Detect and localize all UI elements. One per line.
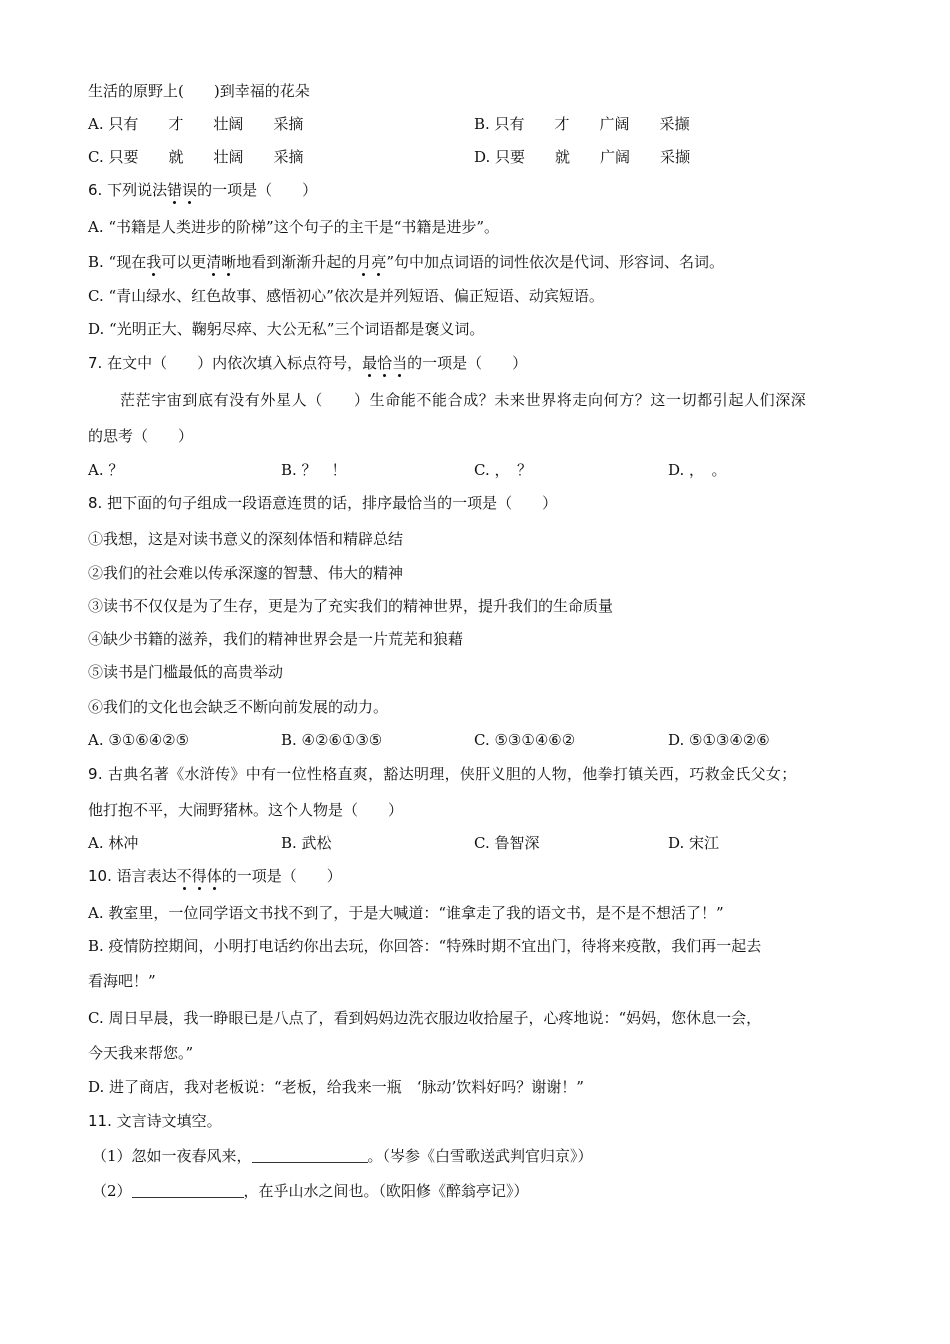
q8-option-b: B. ④②⑥①③⑤ <box>281 731 383 749</box>
q6-option-c: C. “青山绿水、红色故事、感悟初心”依次是并列短语、偏正短语、动宾短语。 <box>88 287 604 305</box>
q7-option-c: C. ， ？ <box>474 461 532 479</box>
q10-option-b-line2: 看海吧！” <box>88 972 156 990</box>
q8-item: ①我想，这是对读书意义的深刻体悟和精辟总结 <box>88 530 404 548</box>
dotted-char: 最 <box>362 354 378 372</box>
q5-option-d: D. 只要 就 广阔 采撷 <box>474 148 691 166</box>
text: 可以更 <box>161 253 207 271</box>
q9-option-a: A. 林冲 <box>88 834 139 852</box>
q8-stem <box>88 492 557 514</box>
text: ，在乎山水之间也。（欧阳修《醉翁亭记》） <box>243 1182 529 1200</box>
text: （2） <box>92 1182 132 1200</box>
q7-option-b: B. ？ ！ <box>281 461 347 479</box>
q8-item: ⑥我们的文化也会缺乏不断向前发展的动力。 <box>88 698 389 716</box>
q7-passage-line2: 的思考（ ） <box>88 427 194 445</box>
q8-item: ②我们的社会难以传承深邃的智慧、伟大的精神 <box>88 564 404 582</box>
q5-tail: 生活的原野上( )到幸福的花朵 <box>88 82 310 100</box>
q10-stem <box>88 865 342 887</box>
q5-option-b: B. 只有 才 广阔 采撷 <box>474 115 690 133</box>
q5-option-a: A. 只有 才 壮阔 采摘 <box>88 115 304 133</box>
dotted-char: 当 <box>392 354 408 372</box>
q11-line2 <box>92 1180 529 1202</box>
q7-stem-tail: 的一项是（ ） <box>407 354 528 372</box>
q7-passage-line1: 茫茫宇宙到底有没有外星人（ ）生命能不能合成？未来世界将走向何方？这一切都引起人们深深 <box>120 391 807 409</box>
dotted-char: 体 <box>206 867 222 885</box>
q6-stem-text: 下列说法 <box>107 181 168 199</box>
q9-option-d: D. 宋江 <box>668 834 720 852</box>
dotted-char: 清 <box>206 253 222 271</box>
q11-number: 11. <box>88 1112 112 1130</box>
q10-option-a: A. 教室里，一位同学语文书找不到了，于是大喊道：“谁拿走了我的语文书，是不是不想活了！” <box>88 904 724 922</box>
q11-stem <box>88 1110 222 1132</box>
q8-number: 8. <box>88 494 103 512</box>
q8-option-c: C. ⑤③①④⑥② <box>474 731 576 749</box>
q9-option-c: C. 鲁智深 <box>474 834 540 852</box>
q6-number: 6. <box>88 181 103 199</box>
fill-blank[interactable] <box>252 1146 368 1163</box>
dotted-char: 误 <box>182 181 198 199</box>
q6-option-d: D. “光明正大、鞠躬尽瘁、大公无私”三个词语都是褒义词。 <box>88 320 485 338</box>
dotted-char: 晰 <box>221 253 237 271</box>
text: 。（岑参《白雪歌送武判官归京》） <box>367 1147 593 1165</box>
fill-blank[interactable] <box>132 1181 244 1198</box>
dotted-char: 得 <box>191 867 207 885</box>
q10-stem-text: 语言表达 <box>116 867 177 885</box>
q7-stem-text: 在文中（ ）内依次填入标点符号， <box>107 354 363 372</box>
q7-option-a: A. ？ <box>88 461 124 479</box>
dotted-char: 亮 <box>371 253 387 271</box>
q6-option-a: A. “书籍是人类进步的阶梯”这个句子的主干是“书籍是进步”。 <box>88 218 500 236</box>
q11-line1 <box>92 1145 593 1167</box>
q10-option-d: D. 进了商店，我对老板说：“老板，给我来一瓶 ‘脉动’饮料好吗？谢谢！” <box>88 1078 584 1096</box>
text: （1）忽如一夜春风来， <box>92 1147 252 1165</box>
q6-stem-tail: 的一项是（ ） <box>197 181 318 199</box>
q10-option-c-line2: 今天我来帮您。” <box>88 1044 194 1062</box>
dotted-char: 我 <box>146 253 162 271</box>
dotted-char: 恰 <box>377 354 393 372</box>
text: B. “现在 <box>88 253 147 271</box>
q9-number: 9. <box>88 765 103 783</box>
q9-option-b: B. 武松 <box>281 834 332 852</box>
q10-stem-tail: 的一项是（ ） <box>221 867 342 885</box>
text: ”句中加点词语的词性依次是代词、形容词、名词。 <box>386 253 725 271</box>
q6-stem <box>88 179 317 201</box>
dotted-char: 月 <box>356 253 372 271</box>
text: 地看到渐渐升起的 <box>236 253 357 271</box>
q8-option-d: D. ⑤①③④②⑥ <box>668 731 770 749</box>
q8-item: ③读书不仅仅是为了生存，更是为了充实我们的精神世界，提升我们的生命质量 <box>88 597 614 615</box>
q8-item: ④缺少书籍的滋养，我们的精神世界会是一片荒芜和狼藉 <box>88 630 464 648</box>
q8-item: ⑤读书是门槛最低的高贵举动 <box>88 663 284 681</box>
q8-stem-text: 把下面的句子组成一段语意连贯的话，排序最恰当的一项是（ ） <box>107 494 558 512</box>
q9-stem-text: 古典名著《水浒传》中有一位性格直爽，豁达明理，侠肝义胆的人物，他拳打镇关西，巧救金氏父女； <box>108 765 797 783</box>
q6-option-b <box>88 251 724 273</box>
q10-option-b-line1: B. 疫情防控期间，小明打电话约你出去玩，你回答：“特殊时期不宜出门，待将来疫散，我们再一起去 <box>88 937 762 955</box>
q10-option-c-line1: C. 周日早晨，我一睁眼已是八点了，看到妈妈边洗衣服边收拾屋子，心疼地说：“妈妈，您休息一会， <box>88 1009 762 1027</box>
q10-number: 10. <box>88 867 112 885</box>
dotted-char: 错 <box>167 181 183 199</box>
q7-number: 7. <box>88 354 103 372</box>
q9-stem-line2: 他打抱不平，大闹野猪林。这个人物是（ ） <box>88 801 404 819</box>
q9-stem-line1 <box>88 763 797 785</box>
dotted-char: 不 <box>176 867 192 885</box>
q8-option-a: A. ③①⑥④②⑤ <box>88 731 190 749</box>
q7-option-d: D. ， 。 <box>668 461 727 479</box>
q7-stem <box>88 352 527 374</box>
q5-option-c: C. 只要 就 壮阔 采摘 <box>88 148 304 166</box>
q11-stem-text: 文言诗文填空。 <box>116 1112 222 1130</box>
